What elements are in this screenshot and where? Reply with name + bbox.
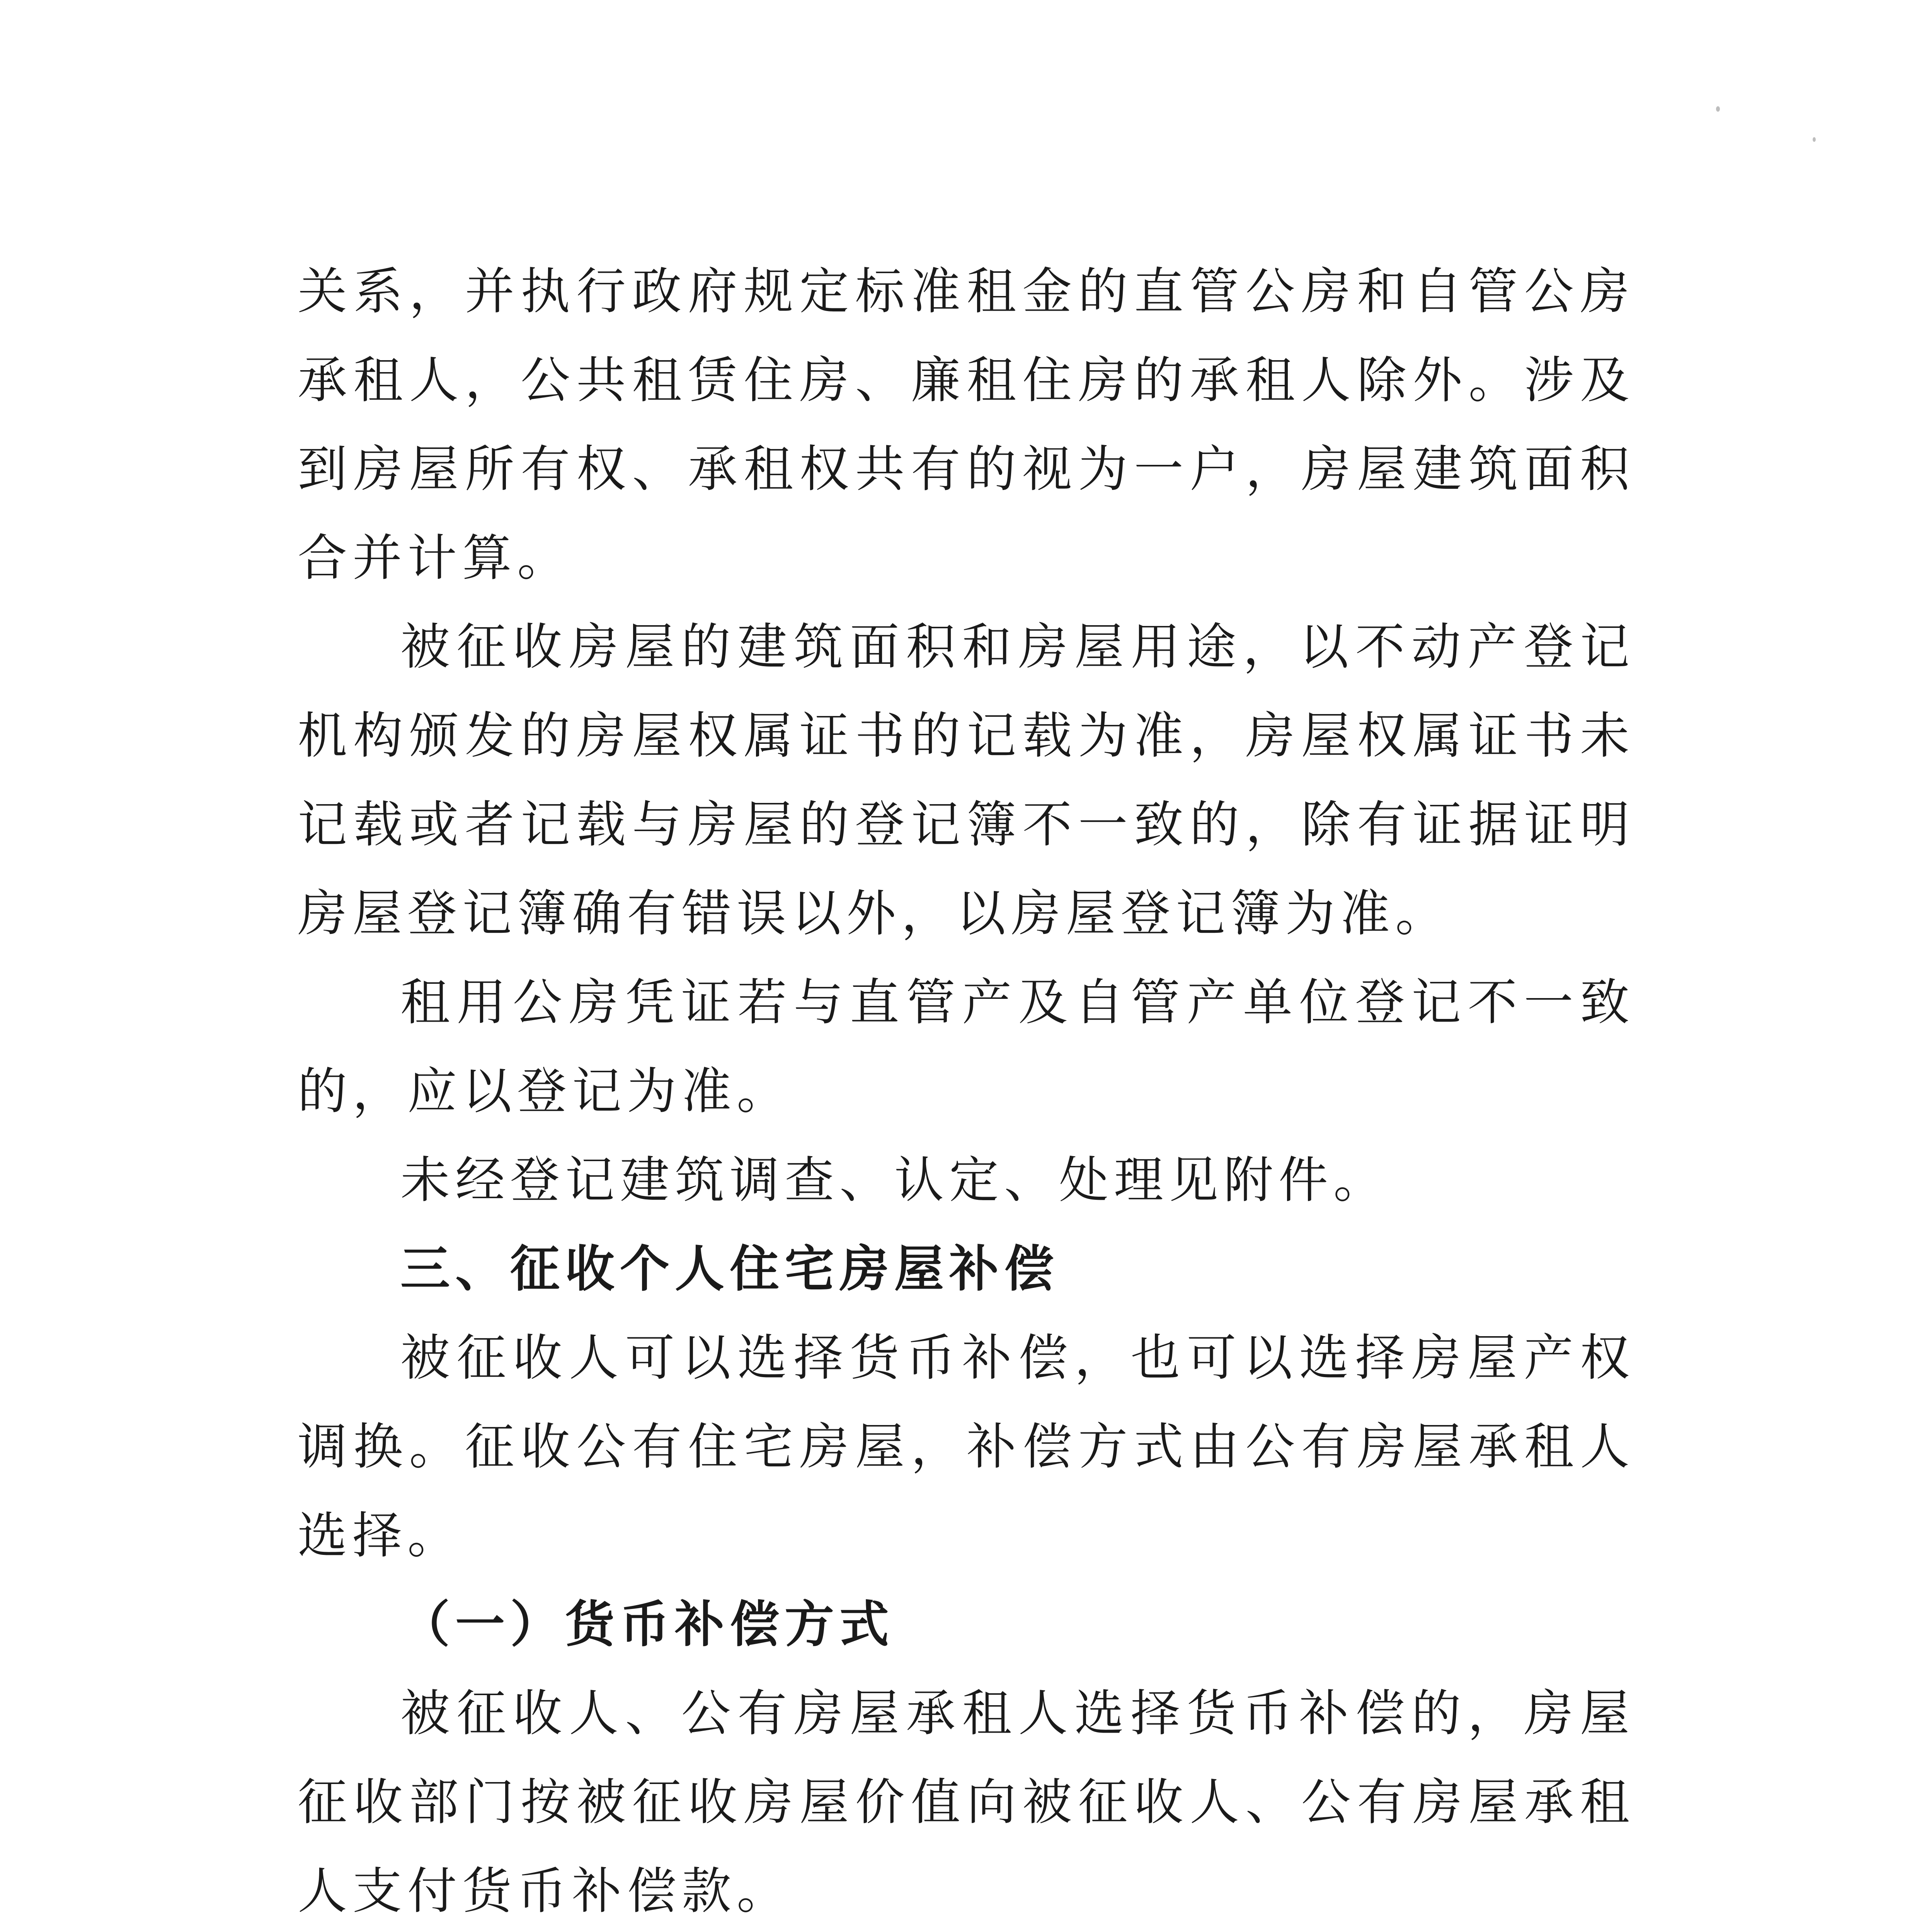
paragraph-compensation-choice: 被征收人可以选择货币补偿，也可以选择房屋产权调换。征收公有住宅房屋，补偿方式由公有房屋承租人选择。: [298, 1329, 1635, 1565]
paragraph-public-housing-voucher: 租用公房凭证若与直管产及自管产单位登记不一致的，应以登记为准。: [298, 974, 1635, 1120]
document-body: [298, 247, 1635, 1932]
paragraph-monetary-payment: 被征收人、公有房屋承租人选择货币补偿的，房屋征收部门按被征收房屋价值向被征收人、公有房屋承租人支付货币补偿款。: [298, 1685, 1635, 1920]
scan-speck: [1813, 137, 1816, 142]
paragraph-unregistered-buildings: 未经登记建筑调查、认定、处理见附件。: [400, 1151, 1389, 1209]
paragraph-tenant-relation: 关系，并执行政府规定标准租金的直管公房和自管公房承租人，公共租赁住房、廉租住房的承租人除外。涉及到房屋所有权、承租权共有的视为一户，房屋建筑面积合并计算。: [298, 263, 1635, 587]
section-heading-residential-compensation: 三、征收个人住宅房屋补偿: [400, 1240, 1059, 1298]
subsection-heading-monetary-compensation: （一）货币补偿方式: [400, 1596, 895, 1653]
paragraph-building-area-basis: 被征收房屋的建筑面积和房屋用途，以不动产登记机构颁发的房屋权属证书的记载为准，房屋权属证书未记载或者记载与房屋的登记簿不一致的，除有证据证明房屋登记簿确有错误以外，以房屋登记簿为准。: [298, 618, 1635, 942]
scan-speck: [1716, 106, 1720, 112]
